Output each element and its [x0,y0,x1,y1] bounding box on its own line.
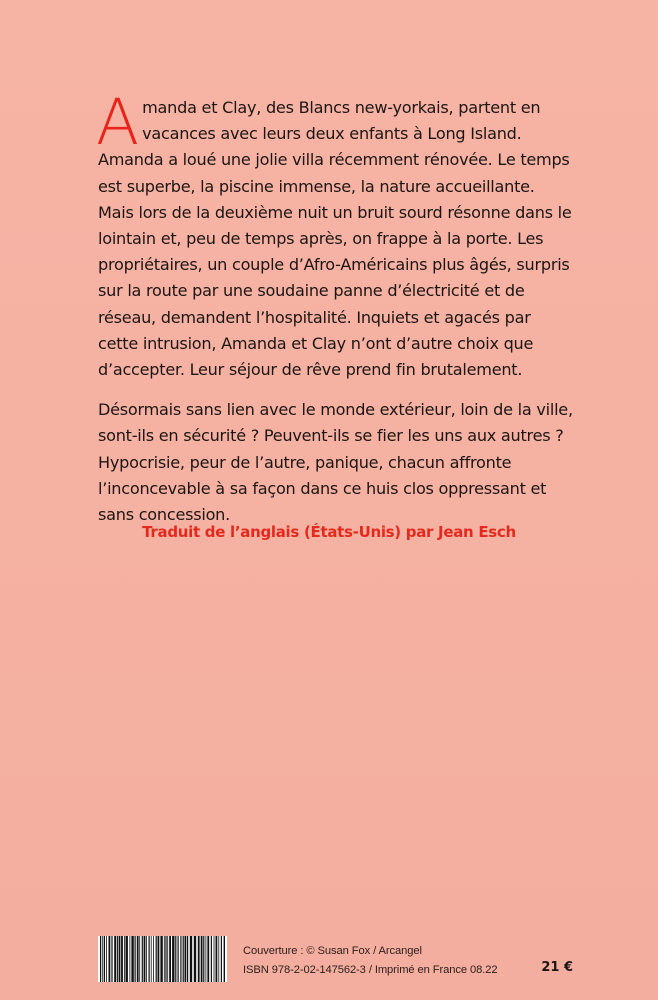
synopsis-paragraph-2: Désormais sans lien avec le monde extérieur, loin de la ville, sont-ils en sécurité ? Peuvent-ils se fier les uns aux autres ? Hypocrisie, peur de l’autre, panique, chacun affronte l’inconcevable à sa façon dans ce huis clos oppressant et sans concession. [98,400,573,525]
synopsis [96,86,574,528]
barcode [98,936,227,982]
translator-credit: Traduit de l’anglais (États-Unis) par Jean Esch [142,523,516,541]
credits [243,942,498,980]
drop-cap: A [96,86,139,159]
synopsis-paragraph-1-text: manda et Clay, des Blancs new-yorkais, partent en vacances avec leurs deux enfants à Long Island. Amanda a loué une jolie villa récemment rénovée. Le temps est superbe, la piscine immense, la nature accueillante. Mais lors de la deuxième nuit un bruit sourd résonne dans le lointain et, peu de temps après, on frappe à la porte. Les propriétaires, un couple d’Afro-Américains plus âgés, surpris sur la route par une soudaine panne d’électricité et de réseau, demandent l’hospitalité. Inquiets et agacés par cette intrusion, Amanda et Clay n’ont d’autre choix que d’accepter. Leur séjour de rêve prend fin brutalement. [98,98,572,380]
synopsis-paragraph-1 [96,86,574,383]
cover-credit: Couverture : © Susan Fox / Arcangel [243,945,422,957]
price: 21 € [541,960,573,975]
isbn-line: ISBN 978-2-02-147562-3 / Imprimé en France 08.22 [243,964,498,976]
